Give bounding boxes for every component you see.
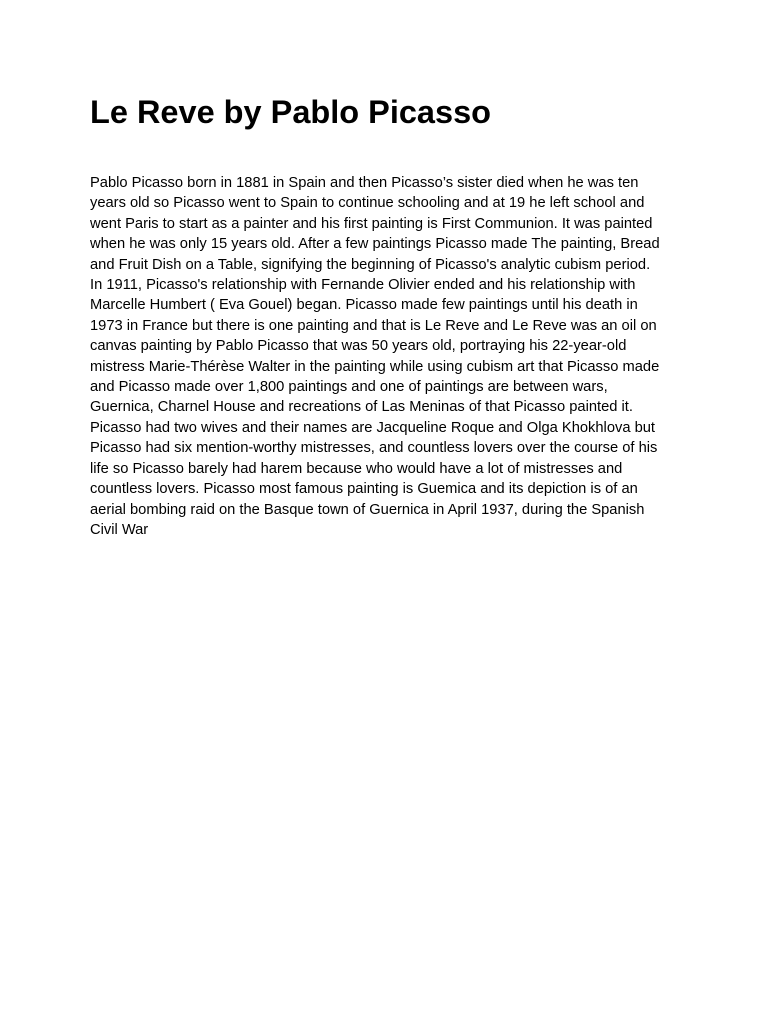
body-line: canvas painting by Pablo Picasso that was 50 years old, portraying his 22-year-old	[90, 338, 627, 355]
body-line: 1973 in France but there is one painting and that is Le Reve and Le Reve was an oil on	[90, 317, 657, 334]
body-line: Guernica, Charnel House and recreations of Las Meninas of that Picasso painted it.	[90, 399, 633, 416]
body-line: Picasso had six mention-worthy mistresses, and countless lovers over the course of his	[90, 440, 658, 457]
document-title: Le Reve by Pablo Picasso	[90, 94, 492, 130]
body-line: and Picasso made over 1,800 paintings and one of paintings are between wars,	[90, 379, 608, 396]
body-line: countless lovers. Picasso most famous painting is Guemica and its depiction is of an	[90, 481, 638, 498]
body-line: and Fruit Dish on a Table, signifying the beginning of Picasso's analytic cubism period.	[90, 256, 651, 273]
body-line: In 1911, Picasso's relationship with Fernande Olivier ended and his relationship with	[90, 277, 636, 294]
body-line: mistress Marie-Thérèse Walter in the painting while using cubism art that Picasso made	[90, 358, 660, 375]
body-line: Civil War	[90, 521, 149, 538]
body-line: life so Picasso barely had harem because who would have a lot of mistresses and	[90, 460, 623, 477]
body-line: years old so Picasso went to Spain to continue schooling and at 19 he left school and	[90, 195, 645, 212]
body-line: when he was only 15 years old. After a few paintings Picasso made The painting, Bread	[90, 236, 660, 253]
body-line: Marcelle Humbert ( Eva Gouel) began. Picasso made few paintings until his death in	[90, 297, 638, 314]
document-body	[90, 173, 690, 540]
body-line: Picasso had two wives and their names are Jacqueline Roque and Olga Khokhlova but	[90, 419, 655, 436]
body-line: Pablo Picasso born in 1881 in Spain and then Picasso’s sister died when he was ten	[90, 175, 639, 191]
body-line: aerial bombing raid on the Basque town of Guernica in April 1937, during the Spanish	[90, 501, 645, 518]
body-line: went Paris to start as a painter and his first painting is First Communion. It was painted	[90, 215, 653, 232]
